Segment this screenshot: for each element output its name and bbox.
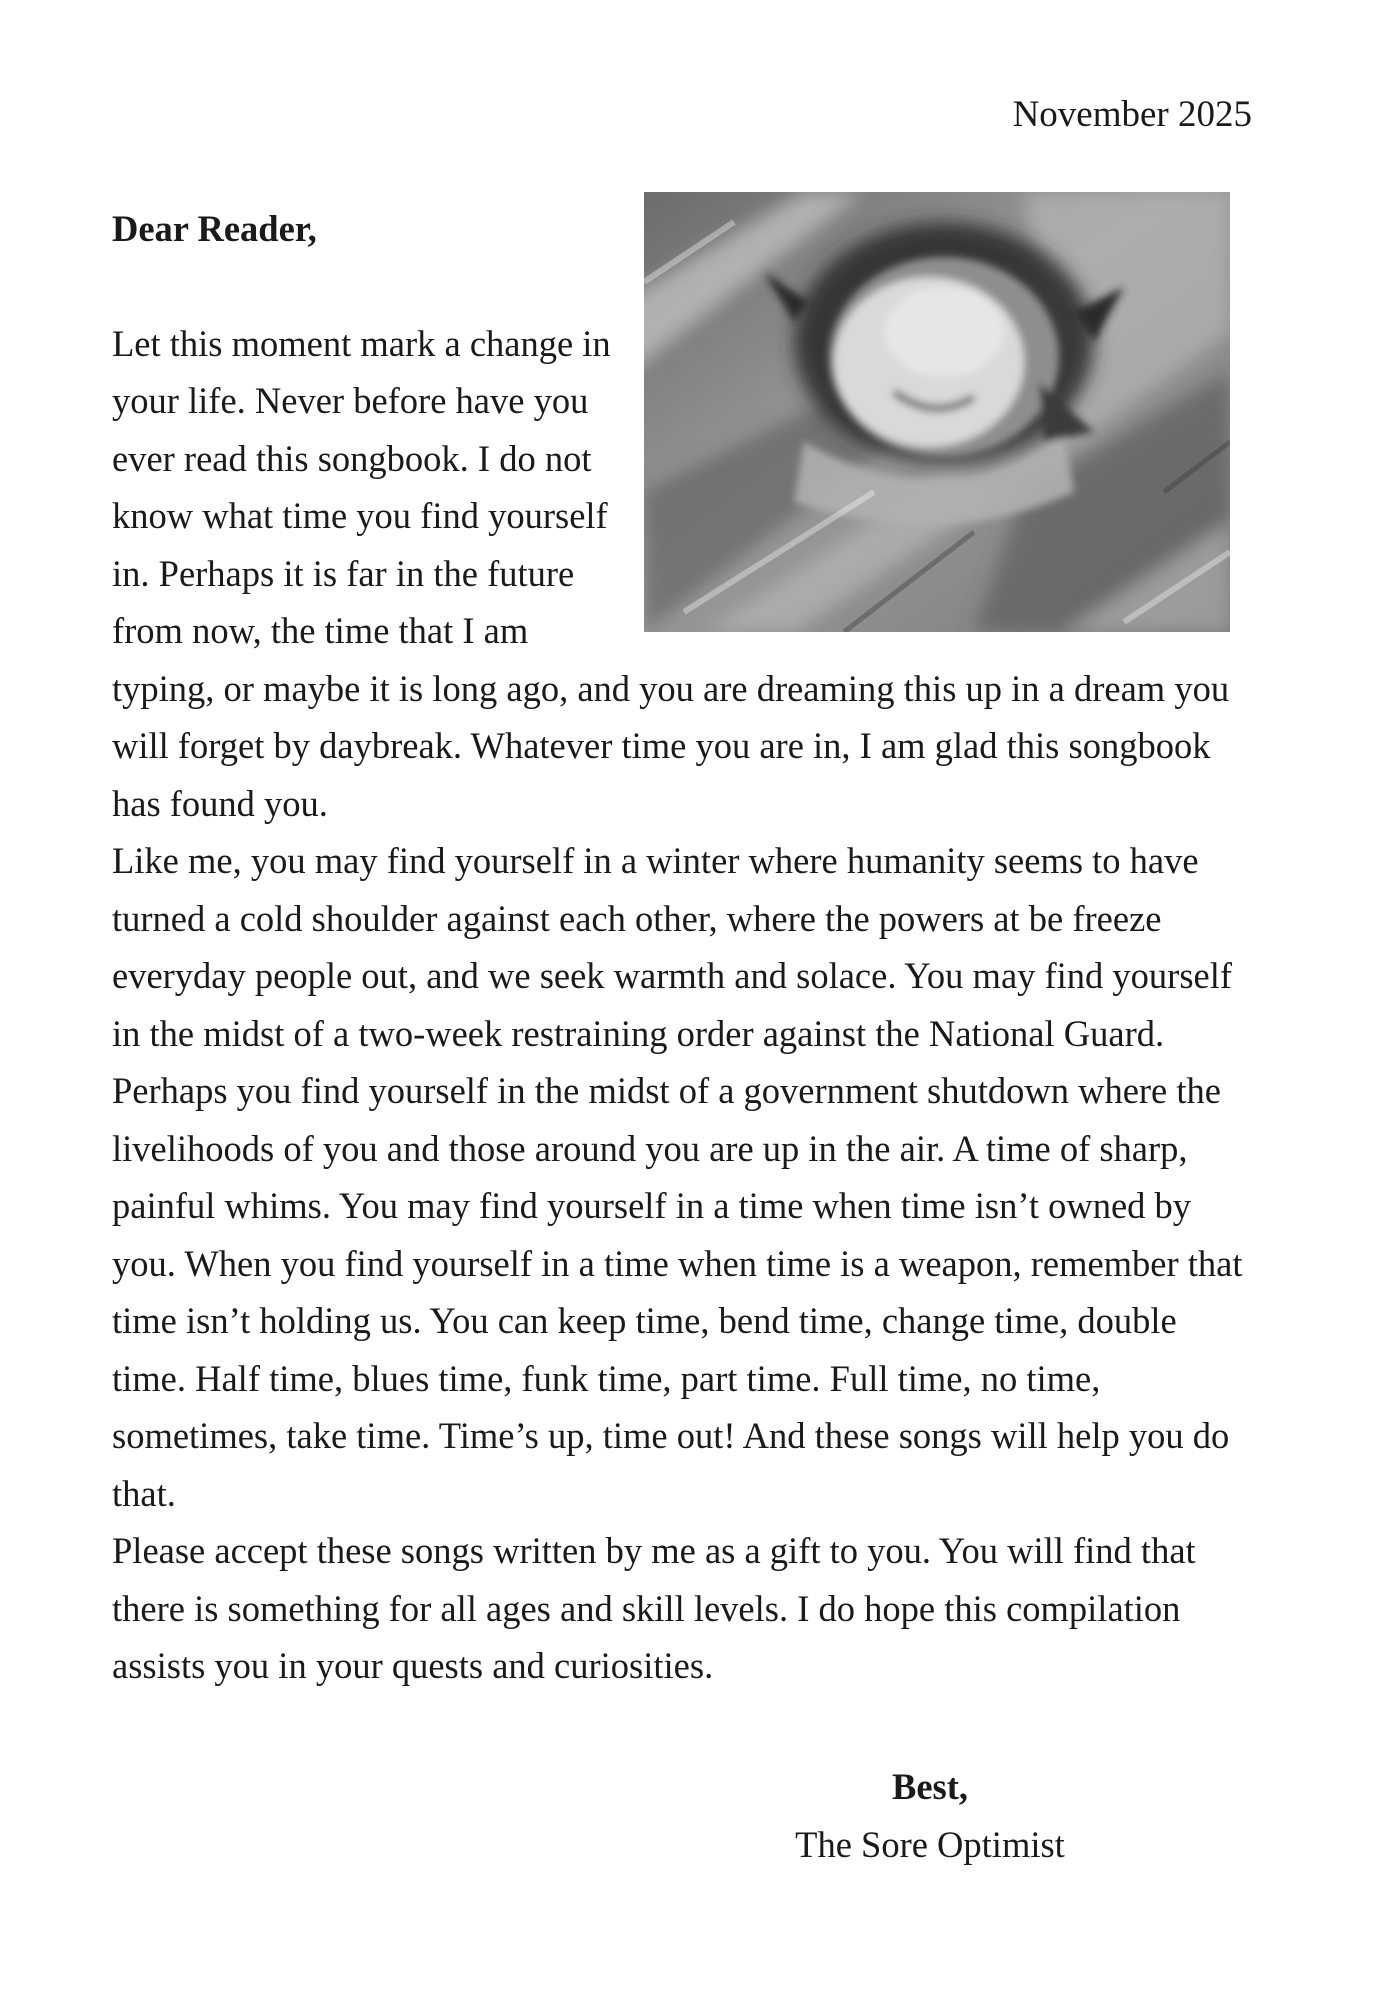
letter-paragraph-3: Please accept these songs written by me as a gift to you. You will find that there is something for all ages and skill levels. I do hope this compilation assists you in your quests and curiosities.	[112, 1530, 1196, 1686]
letter-date: November 2025	[1012, 94, 1252, 135]
letter-body	[112, 192, 1248, 1695]
portrait-image-icon	[644, 192, 1230, 632]
letter-paragraph-1: Let this moment mark a change in your life. Never before have you ever read this songbook. I do not know what time you find yourself in. Perhaps it is far in the future from now, the time that I am typing, or maybe it is long ago, and you are dreaming this up in a dream you will forget by daybreak. Whatever time you are in, I am glad this songbook has found you.	[112, 322, 1230, 824]
letter-paragraph-2: Like me, you may find yourself in a winter where humanity seems to have turned a cold shoulder against each other, where the powers at be freeze everyday people out, and we seek warmth and solace. You may find yourself in the midst of a two-week restraining order against the National Guard. Perhaps you find yourself in the midst of a government shutdown where the livelihoods of you and those around you are up in the air. A time of sharp, painful whims. You may find yourself in a time when time isn’t owned by you. When you find yourself in a time when time is a weapon, remember that time isn’t holding us. You can keep time, bend time, change time, double time. Half time, blues time, funk time, part time. Full time, no time, sometimes, take time. Time’s up, time out! And these songs will help you do that.	[112, 840, 1243, 1514]
letter-signature: The Sore Optimist	[795, 1823, 1065, 1865]
letter-closing: Best,	[891, 1766, 969, 1807]
letter-closing-block	[600, 1758, 1260, 1873]
letter-greeting: Dear Reader,	[112, 208, 317, 249]
blurred-portrait-photo	[644, 192, 1230, 632]
